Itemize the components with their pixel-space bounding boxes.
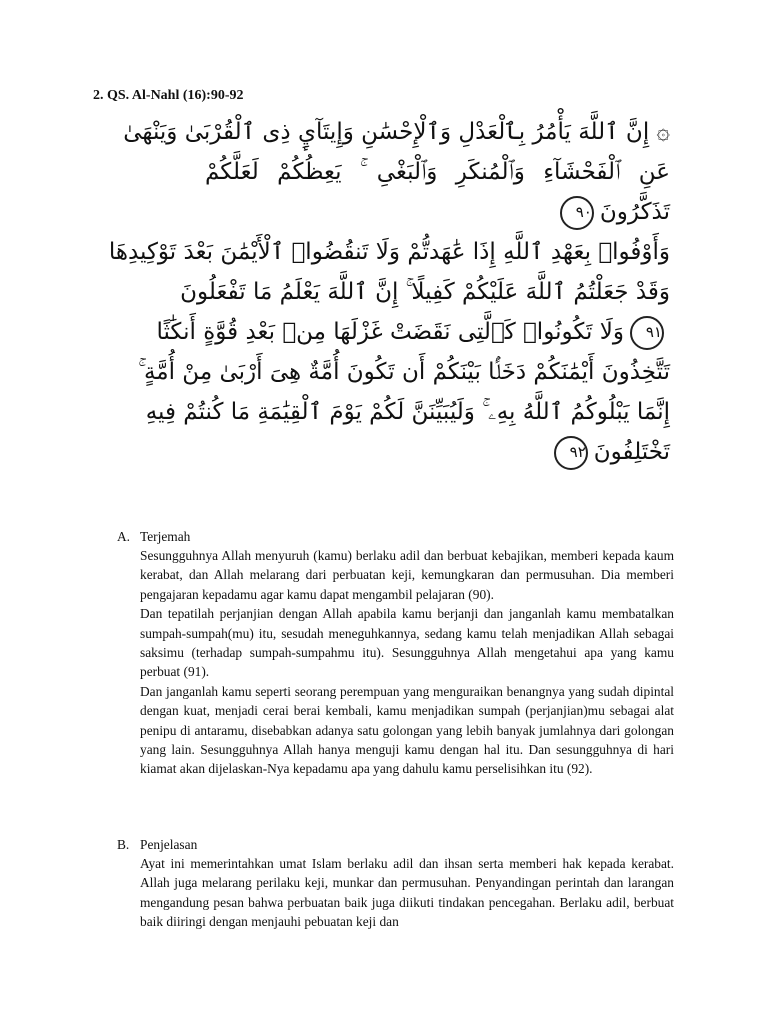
paragraph: Dan janganlah kamu seperti seorang perempuan yang menguraikan benangnya yang sudah dipintal dengan kuat, menjadi cerai berai kembali, kamu menjadikan sumpah (perjanjian)mu sebagai alat penipu di antaramu, disebabkan adanya satu golongan yang lebih banyak jumlahnya dari golongan yang lain. Sesungguhnya Allah hanya menguji kamu dengan hal itu. Dan sesungguhnya di hari kiamat akan dijelaskan-Nya kepadamu apa yang dahulu kamu perselisihkan itu (92). — [140, 683, 674, 777]
arabic-line: وَأَوْفُوا۟ بِعَهْدِ ٱللَّهِ إِذَا عَٰهَدتُّمْ وَلَا تَنقُضُوا۟ ٱلْأَيْمَٰنَ بَعْدَ تَوْكِيدِهَا — [108, 239, 670, 265]
arabic-line: تَذَكَّرُونَ٩٠ — [205, 192, 670, 232]
arabic-line: ٩١وَلَا تَكُونُوا۟ كَٱلَّتِى نَقَضَتْ غَزْلَهَا مِنۢ بَعْدِ قُوَّةٍ أَنكَٰثًا — [205, 312, 670, 352]
section-letter: B. — [117, 837, 130, 852]
section-body — [140, 546, 674, 779]
ayah-number-marker: ٩٢ — [554, 436, 588, 470]
section-title-text: Terjemah — [140, 529, 191, 544]
quran-verse-image — [108, 112, 670, 497]
section-title — [117, 527, 674, 546]
section-terjemah — [117, 527, 674, 779]
paragraph: Ayat ini memerintahkan umat Islam berlaku adil dan ihsan serta memberi hak kepada kerabat. Allah juga melarang perilaku keji, munkar dan permusuhan. Penyandingan perintah dan larangan mengandung pesan bahwa perbuatan baik juga diikuti tindakan pencegahan. Berlaku adil, berbuat baik diiringi dengan menjauhi pebuatan keji dan — [140, 856, 674, 930]
section-title-text: Penjelasan — [140, 837, 198, 852]
ayah-number-marker: ٩٠ — [560, 196, 594, 230]
arabic-line: تَخْتَلِفُونَ٩٢ — [205, 432, 670, 472]
paragraph: Sesungguhnya Allah menyuruh (kamu) berlaku adil dan berbuat kebajikan, memberi kepada kaum kerabat, dan Allah melarang dari perbuatan keji, kemungkaran dan permusuhan. Dia memberi pengajaran kepadamu agar kamu dapat mengambil pelajaran (90). — [140, 548, 674, 602]
arabic-line: إِنَّمَا يَبْلُوكُمُ ٱللَّهُ بِهِۦ ۚ وَلَيُبَيِّنَنَّ لَكُمْ يَوْمَ ٱلْقِيَٰمَةِ مَا كُنتُمْ فِيهِ — [145, 399, 670, 425]
arabic-line: وَقَدْ جَعَلْتُمُ ٱللَّهَ عَلَيْكُمْ كَفِيلًا ۚ إِنَّ ٱللَّهَ يَعْلَمُ مَا تَفْعَلُونَ — [180, 279, 670, 305]
section-title — [117, 835, 674, 854]
arabic-line: تَتَّخِذُونَ أَيْمَٰنَكُمْ دَخَلًۢا بَيْنَكُمْ أَن تَكُونَ أُمَّةٌ هِىَ أَرْبَىٰ مِنْ أُمَّةٍ ۚ — [138, 359, 670, 385]
paragraph: Dan tepatilah perjanjian dengan Allah apabila kamu berjanji dan janganlah kamu membatalkan sumpah-sumpah(mu) itu, sesudah meneguhkannya, sedang kamu telah menjadikan Allah sebagai saksimu (terhadap sumpah-sumpahmu itu). Sesungguhnya Allah mengetahui apa yang kamu perbuat (91). — [140, 606, 674, 680]
section-body — [140, 854, 674, 932]
ayah-number-marker: ٩١ — [630, 316, 664, 350]
arabic-line: ۞ إِنَّ ٱللَّهَ يَأْمُرُ بِٱلْعَدْلِ وَٱلْإِحْسَٰنِ وَإِيتَآيِٕ ذِى ٱلْقُرْبَىٰ وَيَنْهَىٰ — [123, 119, 670, 145]
section-letter: A. — [117, 529, 131, 544]
section-heading: 2. QS. Al-Nahl (16):90-92 — [93, 88, 244, 103]
arabic-line: عَنِ ٱلْفَحْشَآءِ وَٱلْمُنكَرِ وَٱلْبَغْىِ ۚ يَعِظُكُمْ لَعَلَّكُمْ — [205, 159, 670, 185]
section-penjelasan — [117, 835, 674, 932]
